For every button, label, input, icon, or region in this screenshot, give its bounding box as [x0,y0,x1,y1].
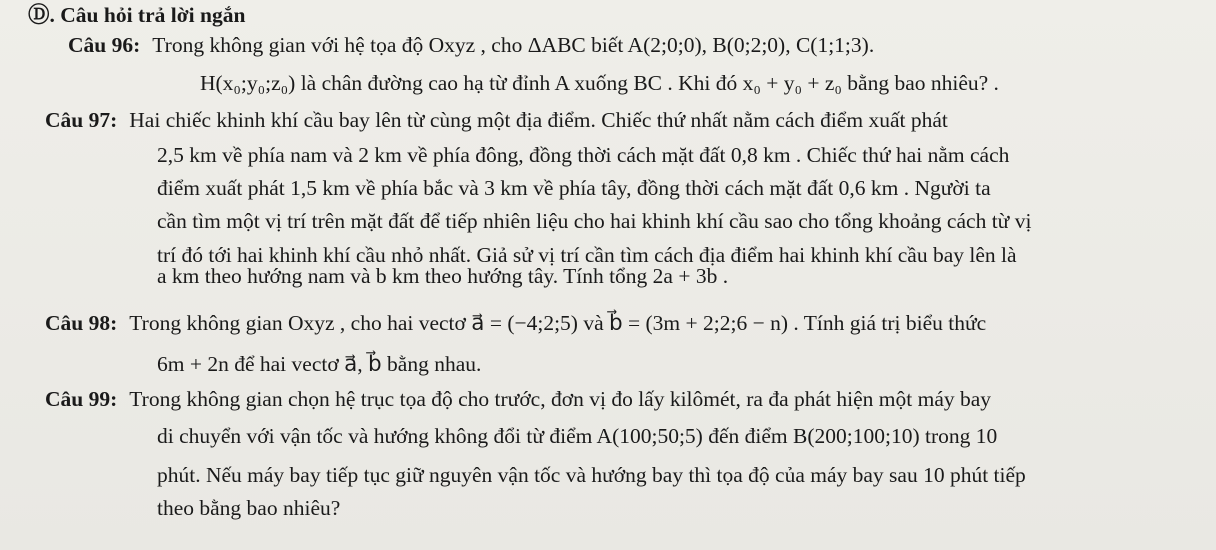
question-97-text-1: Hai chiếc khinh khí cầu bay lên từ cùng một địa điểm. Chiếc thứ nhất nằm cách điểm xuất phát [129,108,948,132]
section-heading [28,2,245,28]
question-99-text-1: Trong không gian chọn hệ trục tọa độ cho trước, đơn vị đo lấy kilômét, ra đa phát hiện một máy bay [129,387,992,411]
question-97-line-2: 2,5 km về phía nam và 2 km về phía đông, đồng thời cách mặt đất 0,8 km . Chiếc thứ hai nằm cách [157,143,1010,167]
question-97-line-3: điểm xuất phát 1,5 km về phía bắc và 3 km về phía tây, đồng thời cách mặt đất 0,6 km . Người ta [157,176,991,200]
question-99-line-3: phút. Nếu máy bay tiếp tục giữ nguyên vận tốc và hướng bay thì tọa độ của máy bay sau 10 phút tiếp [157,463,1026,487]
question-98-text-1: Trong không gian Oxyz , cho hai vectơ a⃗ = (−4;2;5) và b⃗ = (3m + 2;2;6 − n) . Tính giá trị biểu thức [129,311,987,335]
section-icon: Ⓓ. [28,3,55,27]
question-98-label: Câu 98: [45,311,118,335]
question-96-text-1: Trong không gian với hệ tọa độ Oxyz , cho ΔABC biết A(2;0;0), B(0;2;0), C(1;1;3). [152,33,875,57]
question-99-label: Câu 99: [45,387,118,411]
question-97-line-6: a km theo hướng nam và b km theo hướng tây. Tính tổng 2a + 3b . [157,264,729,288]
question-96-line-2: H(x₀;y₀;z₀) là chân đường cao hạ từ đỉnh A xuống BC . Khi đó x₀ + y₀ + z₀ bằng bao nhiêu? . [200,71,999,95]
section-title: Câu hỏi trả lời ngắn [60,3,246,27]
question-99-line-4: theo bằng bao nhiêu? [157,496,341,520]
question-98-line-1 [45,310,986,336]
question-99-line-2: di chuyển với vận tốc và hướng không đổi từ điểm A(100;50;5) đến điểm B(200;100;10) trong 10 [157,424,998,448]
question-99-line-1 [45,386,991,412]
question-97-line-4: cần tìm một vị trí trên mặt đất để tiếp nhiên liệu cho hai khinh khí cầu sao cho tổng khoảng cách từ vị [157,209,1032,233]
question-96-line-1 [68,32,874,58]
question-96-label: Câu 96: [68,33,141,57]
question-97-line-1 [45,107,948,133]
question-98-line-2: 6m + 2n để hai vectơ a⃗, b⃗ bằng nhau. [157,352,482,376]
question-97-label: Câu 97: [45,108,118,132]
question-97-line-5: trí đó tới hai khinh khí cầu nhỏ nhất. Giả sử vị trí cần tìm cách địa điểm hai khinh khí cầu bay lên là [157,243,1017,267]
